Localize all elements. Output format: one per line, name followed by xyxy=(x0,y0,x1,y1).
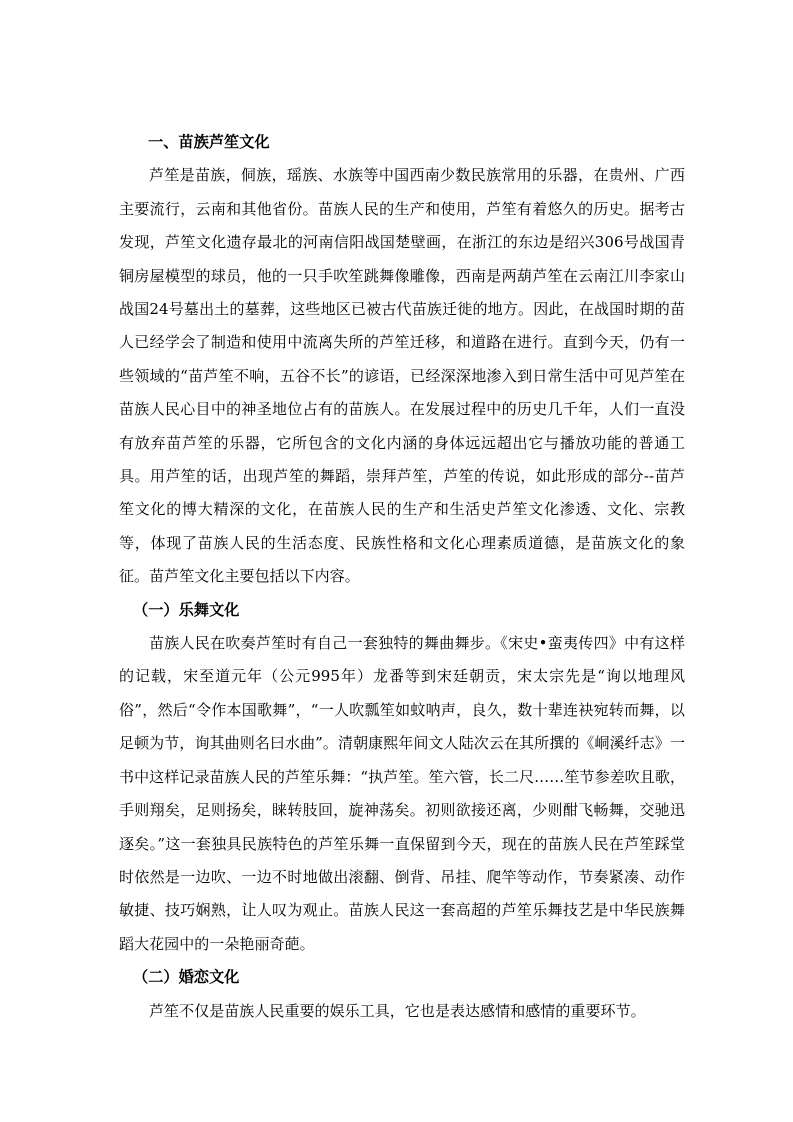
paragraph-courtship-culture: 芦笙不仅是苗族人民重要的娱乐工具，它也是表达感情和感情的重要环节。 xyxy=(149,1001,646,1020)
subsection-heading-courtship-culture: （二）婚恋文化 xyxy=(133,968,240,987)
subsection-heading-music-dance-culture: （一）乐舞文化 xyxy=(133,600,240,619)
section-heading-miao-lusheng-culture: 一、苗族芦笙文化 xyxy=(148,133,270,151)
paragraph-music-dance-culture: 苗族人民在吹奏芦笙时有自己一套独特的舞曲舞步。《宋史•蛮夷传四》中有这样的记载，宋至道元年（公元995年）龙番等到宋廷朝贡，宋太宗先是“询以地理风俗”，然后“令作本国歌舞”，“一人吹瓢笙如蚊呐声，良久，数十辈连袂宛转而舞，以足顿为节，询其曲则名曰水曲”。清朝康熙年间文人陆次云在其所撰的《峒溪纤志》一书中这样记录苗族人民的芦笙乐舞：“执芦笙。笙六管，长二尺……笙节参差吹且歌，手则翔矣，足则扬矣，睐转肢回，旋神荡矣。初则欲接还离，少则酣飞畅舞，交驰迅逐矣。”这一套独具民族特色的芦笙乐舞一直保留到今天，现在的苗族人民在芦笙踩堂时依然是一边吹、一边不时地做出滚翻、倒背、吊挂、爬竿等动作，节奏紧凑、动作敏捷、技巧娴熟，让人叹为观止。苗族人民这一套高超的芦笙乐舞技艺是中华民族舞蹈大花园中的一朵艳丽奇葩。 xyxy=(119,634,685,953)
paragraph-lusheng-overview: 芦笙是苗族，侗族，瑶族、水族等中国西南少数民族常用的乐器，在贵州、广西主要流行，云南和其他省份。苗族人民的生产和使用，芦笙有着悠久的历史。据考古发现，芦笙文化遗存最北的河南信阳战国楚壁画，在浙江的东边是绍兴306号战国青铜房屋模型的球员，他的一只手吹笙跳舞像雕像，西南是两葫芦笙在云南江川李家山战国24号墓出土的墓葬，这些地区已被古代苗族迁徙的地方。因此，在战国时期的苗人已经学会了制造和使用中流离失所的芦笙迁移，和道路在进行。直到今天，仍有一些领域的“苗芦笙不响，五谷不长”的谚语，已经深深地渗入到日常生活中可见芦笙在苗族人民心目中的神圣地位占有的苗族人。在发展过程中的历史几千年，人们一直没有放弃苗芦笙的乐器，它所包含的文化内涵的身体远远超出它与播放功能的普通工具。用芦笙的话，出现芦笙的舞蹈，崇拜芦笙，芦笙的传说，如此形成的部分--苗芦笙文化的博大精深的文化，在苗族人民的生产和生活史芦笙文化渗透、文化、宗教等，体现了苗族人民的生活态度、民族性格和文化心理素质道德，是苗族文化的象征。苗芦笙文化主要包括以下内容。 xyxy=(119,166,685,586)
document-body xyxy=(119,126,685,1028)
